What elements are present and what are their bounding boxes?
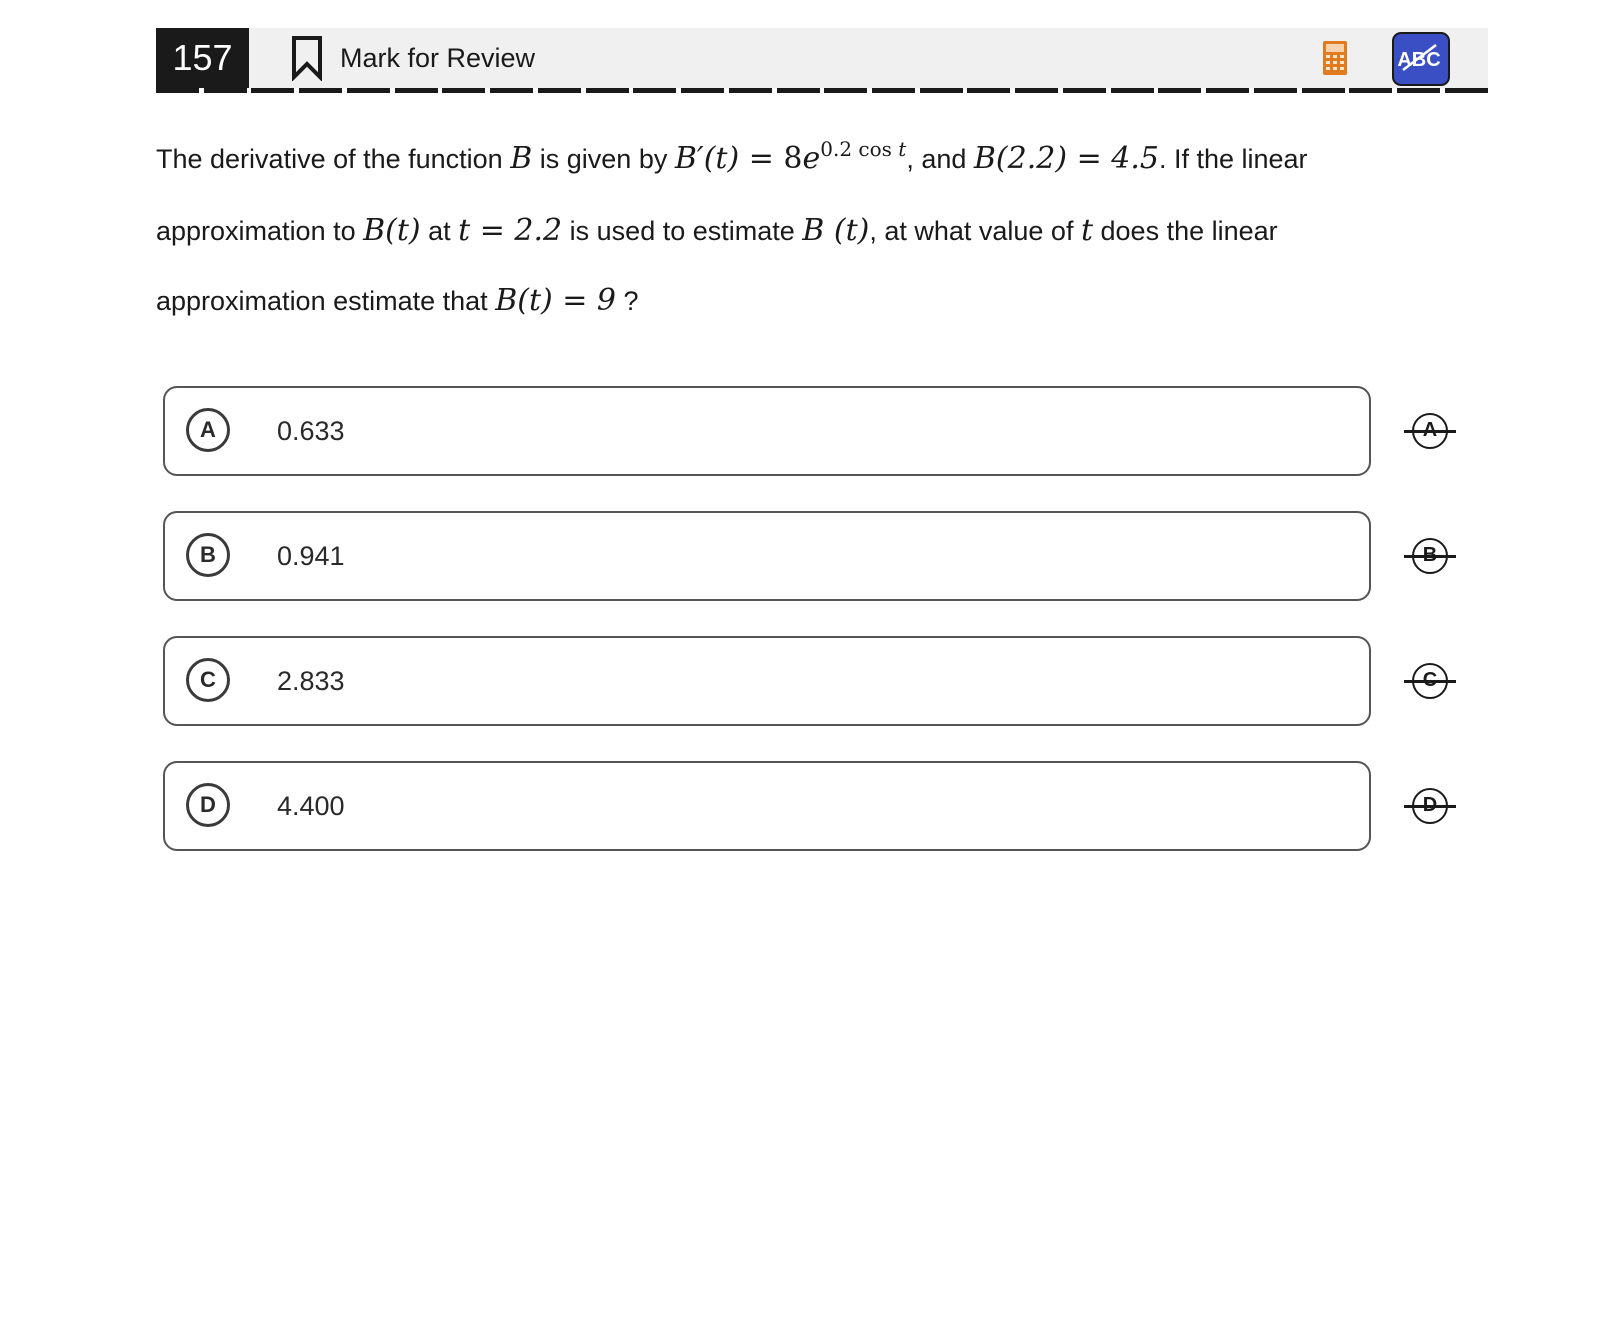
mark-for-review-button[interactable] xyxy=(290,28,535,88)
choice-letter-d: D xyxy=(186,783,230,827)
question-number: 157 xyxy=(156,28,249,88)
choice-text-b: 0.941 xyxy=(277,541,345,571)
choice-text-a: 0.633 xyxy=(277,416,345,446)
choice-letter-b: B xyxy=(186,533,230,577)
choice-letter-a: A xyxy=(186,408,230,452)
math-B: B xyxy=(510,141,533,176)
math-exponent: 0.2 cos t xyxy=(820,137,907,161)
strike-choice-b-button[interactable] xyxy=(1404,536,1456,576)
strike-choice-c-button[interactable] xyxy=(1404,661,1456,701)
strikethrough-tool-button[interactable] xyxy=(1392,32,1450,86)
question-header xyxy=(156,28,1488,88)
choice-letter-c: C xyxy=(186,658,230,702)
answer-choice-d[interactable] xyxy=(163,761,1371,851)
abc-label: ABC xyxy=(1397,49,1441,71)
answer-choice-a[interactable] xyxy=(163,386,1371,476)
strike-choice-d-button[interactable] xyxy=(1404,786,1456,826)
strike-line-icon xyxy=(1404,555,1456,558)
question-progress-dashes xyxy=(156,88,1488,93)
bookmark-icon xyxy=(290,35,324,81)
math-target: B(t) = 9 xyxy=(495,283,616,318)
abc-strikethrough-icon xyxy=(1394,34,1444,80)
strike-line-icon xyxy=(1404,680,1456,683)
strike-choice-a-button[interactable] xyxy=(1404,411,1456,451)
calculator-icon[interactable] xyxy=(1314,38,1354,78)
answer-choice-c[interactable] xyxy=(163,636,1371,726)
strike-line-icon xyxy=(1404,430,1456,433)
choice-text-c: 2.833 xyxy=(277,666,345,696)
strike-line-icon xyxy=(1404,805,1456,808)
answer-choice-b[interactable] xyxy=(163,511,1371,601)
choice-text-d: 4.400 xyxy=(277,791,345,821)
math-derivative: B′(t) xyxy=(674,141,740,176)
math-condition: B(2.2) = 4.5 xyxy=(973,141,1159,176)
question-text: The derivative of the function B is given by $B'(t) = 8e^{0.2 cos t}$, and B(2.2) = 4.5. If the linear approximation to B(t) at t = 2.2 is used to estimate B (t), at what value of t does the linear approximation estimate that B(t) = 9 ? xyxy=(156,137,1308,318)
mark-for-review-label: Mark for Review xyxy=(340,42,536,73)
